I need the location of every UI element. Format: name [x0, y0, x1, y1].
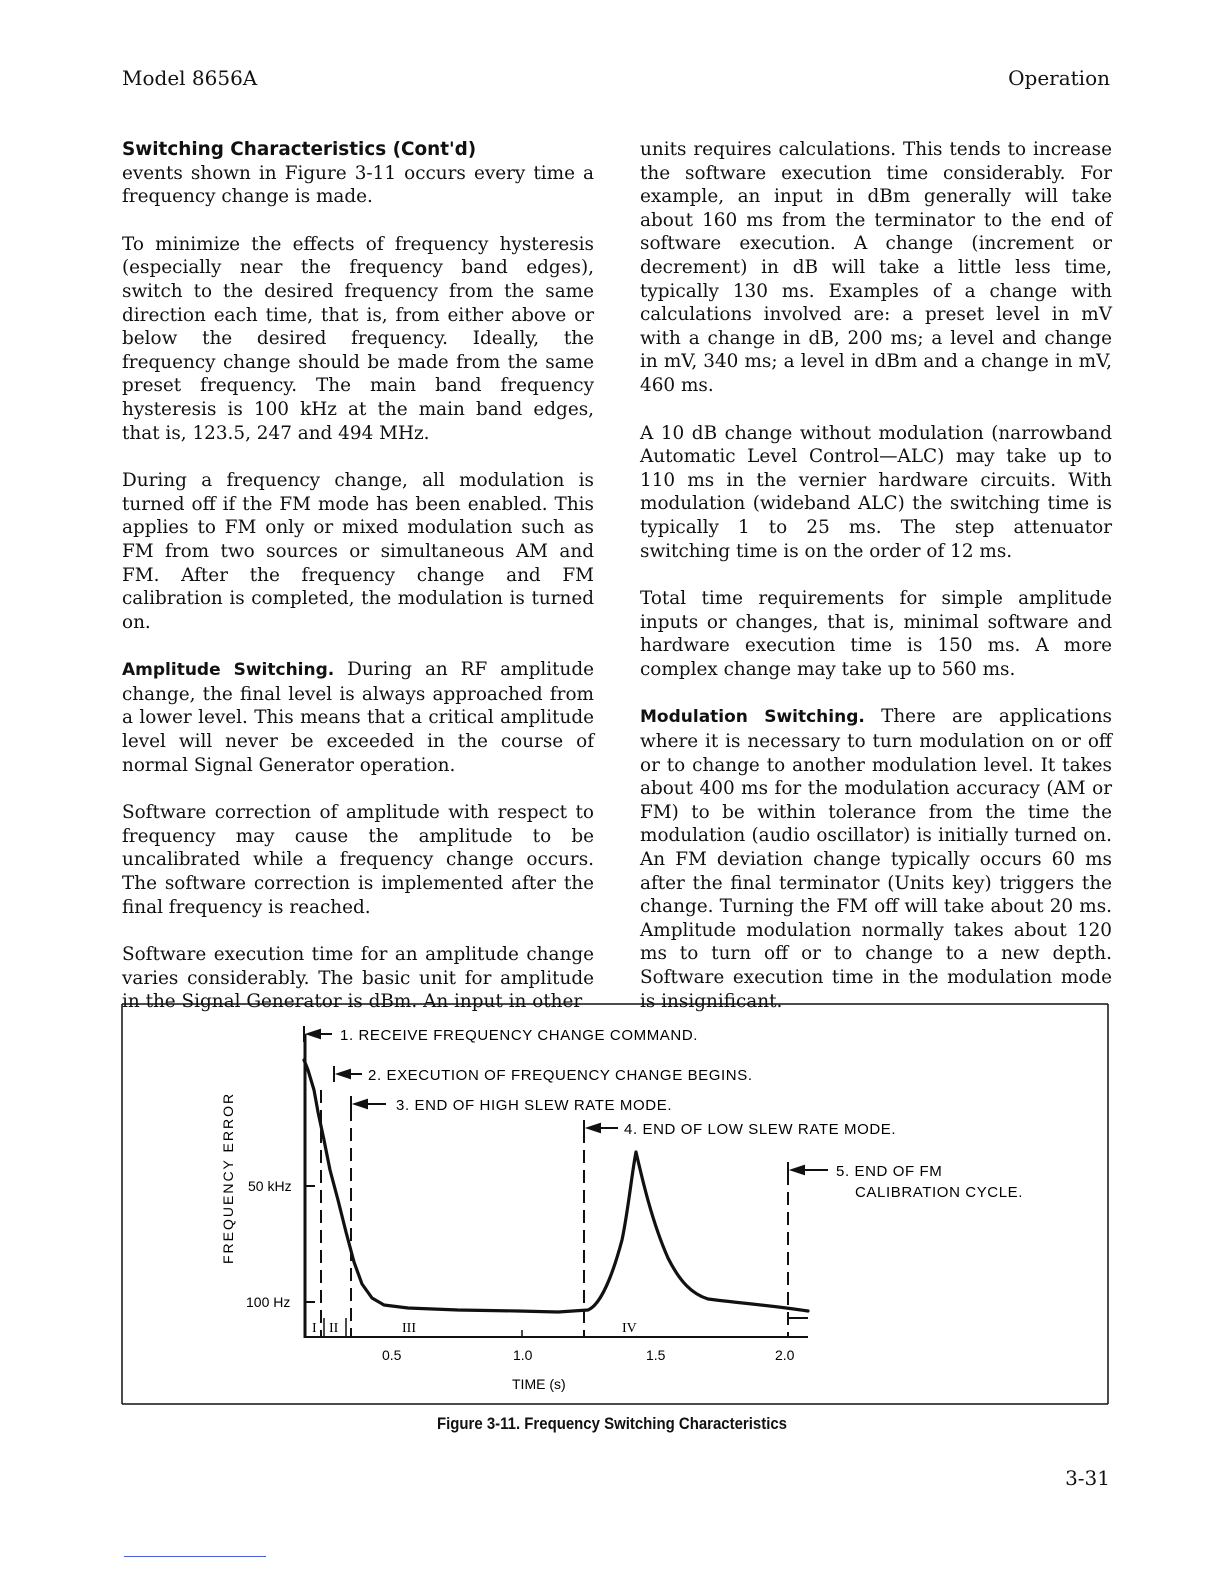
event-5-label-continued: CALIBRATION CYCLE. [855, 1184, 1024, 1201]
paragraph: events shown in Figure 3-11 occurs every time a frequency change is made. [122, 162, 594, 208]
x-tick-label: 1.5 [646, 1347, 666, 1363]
paragraph: Total time requirements for simple amplitude inputs or changes, that is, minimal software and hardware execution time is 150 ms. A more complex change may take up to 560 ms. [640, 588, 1112, 680]
region-label: III [402, 1321, 416, 1336]
event-3-label: 3. END OF HIGH SLEW RATE MODE. [396, 1097, 673, 1114]
figure-caption: Figure 3-11. Frequency Switching Characteristics [436, 1414, 788, 1433]
y-axis-label: FREQUENCY ERROR [220, 1091, 236, 1264]
figure-frequency-switching [118, 1000, 1114, 1410]
left-column [122, 138, 594, 1038]
region-label: II [329, 1321, 339, 1336]
event-3-arrow [351, 1096, 386, 1112]
paragraph: Software execution time for an amplitude change varies considerably. The basic unit for amplitude in the Signal Generator is dBm. An input in other [122, 944, 594, 1013]
region-label: IV [622, 1321, 637, 1336]
paragraph: Software correction of amplitude with respect to frequency may cause the amplitude to be uncalibrated while a frequency change occurs. The software correction is implemented after the final frequency is reached. [122, 802, 594, 918]
event-4-label: 4. END OF LOW SLEW RATE MODE. [624, 1121, 897, 1138]
figure-diagram [118, 1000, 1114, 1410]
paragraph-amplitude-switching [122, 658, 594, 777]
header-section: Operation [1008, 66, 1110, 90]
event-5-arrow [788, 1162, 828, 1178]
x-tick-label: 2.0 [775, 1347, 795, 1363]
event-2-arrow [334, 1066, 362, 1082]
runin-heading: Amplitude Switching. [122, 660, 335, 681]
paragraph-text: There are applications where it is necessary to turn modulation on or off or to change to another modulation level. It takes about 400 ms for the modulation accuracy (AM or FM) to be within tolerance from the time the modulation (audio oscillator) is initially turned on. An FM deviation change typically occurs 60 ms after the final terminator (Units key) triggers the change. Turning the FM off will take about 20 ms. Amplitude modulation normally takes about 120 ms to turn off or to change to a new depth. Software execution time in the modulation mode is insignificant. [640, 706, 1112, 1012]
region-label: I [312, 1321, 317, 1336]
paragraph-modulation-switching [640, 705, 1112, 1013]
paragraph: To minimize the effects of frequency hysteresis (especially near the frequency band edges), switch to the desired frequency from the same direction each time, that is, from either above or below the desired frequency. Ideally, the frequency change should be made from the same preset frequency. The main band frequency hysteresis is 100 kHz at the main band edges, that is, 123.5, 247 and 494 MHz. [122, 233, 594, 444]
section-title: Switching Characteristics (Cont'd) [122, 139, 477, 160]
event-4-arrow [584, 1120, 618, 1136]
paragraph-text: During an RF amplitude change, the final level is always approached from a lower level. This means that a critical amplitude level will never be exceeded in the course of normal Signal Generator operation. [122, 659, 594, 776]
y-tick-label: 50 kHz [248, 1178, 292, 1194]
y-tick-label: 100 Hz [246, 1294, 291, 1310]
x-tick-label: 1.0 [513, 1347, 533, 1363]
event-1-label: 1. RECEIVE FREQUENCY CHANGE COMMAND. [340, 1027, 699, 1044]
x-tick-label: 0.5 [382, 1347, 402, 1363]
event-5-label: 5. END OF FM [836, 1163, 943, 1180]
header-model: Model 8656A [122, 66, 258, 90]
paragraph: During a frequency change, all modulation is turned off if the FM mode has been enabled. This applies to FM only or mixed modulation such as FM from two sources or simultaneous AM and FM. After the frequency change and FM calibration is completed, the modulation is turned on. [122, 470, 594, 633]
runin-heading: Modulation Switching. [640, 707, 865, 728]
footnote-rule [124, 1556, 266, 1557]
right-column [640, 138, 1112, 1037]
event-2-label: 2. EXECUTION OF FREQUENCY CHANGE BEGINS. [368, 1067, 753, 1084]
paragraph: A 10 dB change without modulation (narrowband Automatic Level Control—ALC) may take up to 110 ms in the vernier hardware circuits. With modulation (wideband ALC) the switching time is typically 1 to 25 ms. The step attenuator switching time is on the order of 12 ms. [640, 422, 1112, 562]
page-number: 3-31 [1065, 1466, 1110, 1490]
event-1-arrow [304, 1026, 332, 1042]
paragraph: units requires calculations. This tends to increase the software execution time considerably. For example, an input in dBm generally will take about 160 ms from the terminator to the end of software execution. A change (increment or decrement) in dB will take a little less time, typically 130 ms. Examples of a change with calculations involved are: a preset level in mV with a change in dB, 200 ms; a level and change in mV, 340 ms; a level in dBm and a change in mV, 460 ms. [640, 139, 1112, 396]
x-axis-label: TIME (s) [512, 1376, 566, 1392]
